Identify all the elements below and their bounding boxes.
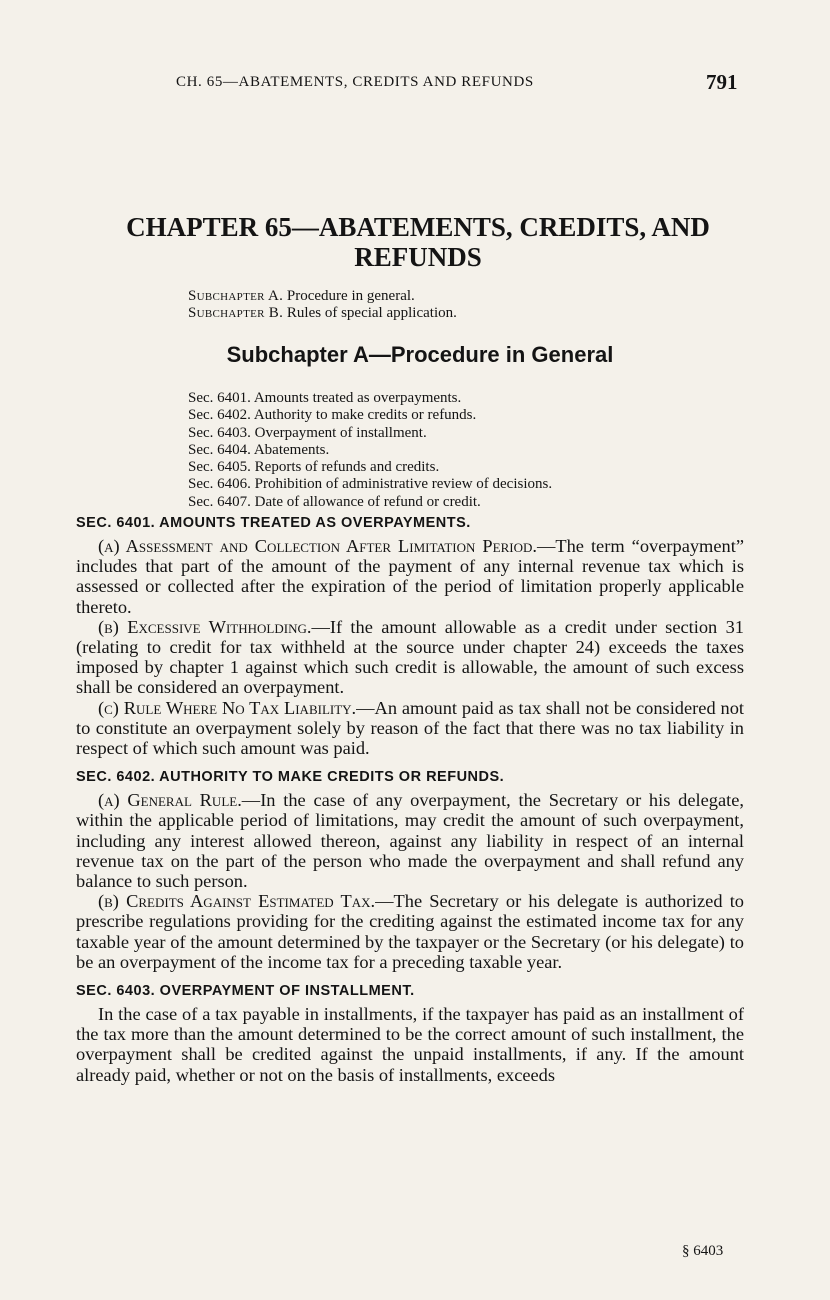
running-head-title: CH. 65—ABATEMENTS, CREDITS AND REFUNDS	[176, 74, 534, 90]
paragraph: (a) General Rule.—In the case of any overpayment, the Secretary or his delegate, within the applicable period of limitations, may credit the amount of such overpayment, including any interest allowed thereon, against any liability in respect of an internal revenue tax on the part of the person who made the overpayment and shall refund any balance to such person.	[76, 790, 744, 892]
section-table-of-contents	[188, 390, 552, 511]
section-heading: SEC. 6403. OVERPAYMENT OF INSTALLMENT.	[76, 983, 415, 1000]
toc-entry: Sec. 6407. Date of allowance of refund or credit.	[188, 493, 481, 510]
subchapter-list	[188, 288, 457, 322]
toc-entry: Sec. 6401. Amounts treated as overpayments.	[188, 390, 462, 406]
toc-entry: Sec. 6406. Prohibition of administrative review of decisions.	[188, 476, 553, 493]
chapter-title: CHAPTER 65—ABATEMENTS, CREDITS, AND REFUNDS	[126, 212, 710, 272]
subchapter-heading: Subchapter A—Procedure in General	[226, 342, 614, 367]
body-text	[76, 512, 744, 1085]
paragraph: (c) Rule Where No Tax Liability.—An amount paid as tax shall not be considered not to constitute an overpayment solely by reason of the fact that there was no tax liability in respect of which such amount was paid.	[76, 697, 744, 759]
toc-entry: Sec. 6403. Overpayment of installment.	[188, 424, 427, 441]
footer-section-mark: § 6403	[682, 1243, 724, 1259]
paragraph: (b) Credits Against Estimated Tax.—The Secretary or his delegate is authorized to prescribe regulations providing for the crediting against the estimated income tax for any taxable year of the amount determined by the taxpayer or the Secretary (or his delegate) to be an overpayment of the income tax for a preceding taxable year.	[76, 891, 745, 972]
toc-entry: Sec. 6404. Abatements.	[188, 441, 330, 458]
paragraph: (b) Excessive Withholding.—If the amount allowable as a credit under section 31 (relating to credit for tax withheld at the source under chapter 24) exceeds the taxes imposed by chapter 1 against which such credit is allowable, the amount of such excess shall be considered an overpayment.	[76, 616, 744, 698]
paragraph: (a) Assessment and Collection After Limitation Period.—The term “overpayment” includes that part of the amount of the payment of any internal revenue tax which is assessed or collected after the expiration of the period of limitation properly applicable thereto.	[76, 536, 744, 617]
subchapter-entry: Subchapter B. Rules of special application.	[188, 305, 457, 321]
subchapter-entry: Subchapter A. Procedure in general.	[188, 288, 415, 304]
paragraph: In the case of a tax payable in installments, if the taxpayer has paid as an installment of the tax more than the amount determined to be the correct amount of such installment, the overpayment shall be credited against the unpaid installments, if any. If the amount already paid, whether or not on the basis of installments, exceeds	[76, 1004, 744, 1085]
toc-entry: Sec. 6402. Authority to make credits or refunds.	[188, 407, 477, 424]
running-head	[176, 70, 738, 94]
page-number: 791	[706, 70, 738, 94]
section-heading: SEC. 6402. AUTHORITY TO MAKE CREDITS OR REFUNDS.	[76, 769, 505, 786]
section-heading: SEC. 6401. AMOUNTS TREATED AS OVERPAYMENTS.	[76, 515, 471, 531]
toc-entry: Sec. 6405. Reports of refunds and credits.	[188, 459, 440, 476]
